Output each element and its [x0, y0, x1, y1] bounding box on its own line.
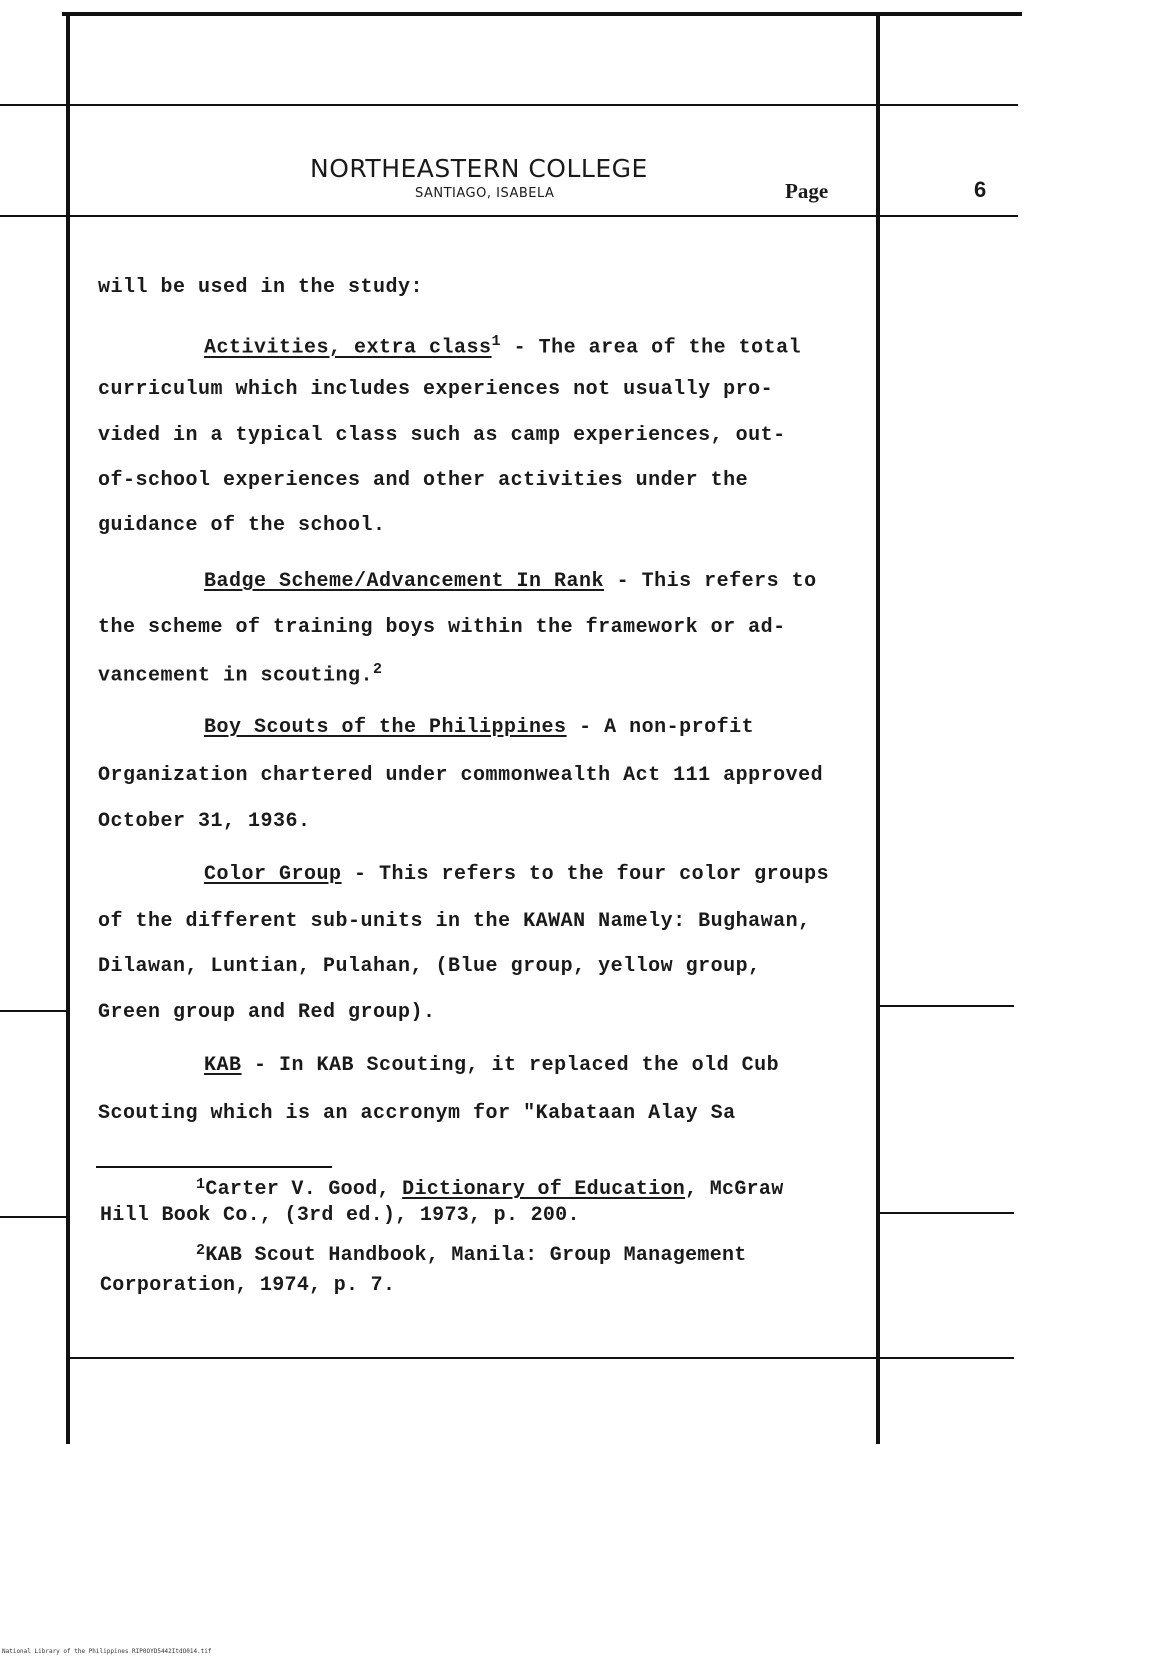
definition-text: - The area of the total [501, 336, 802, 360]
definition-activities-line-4: of-school experiences and other activities under the [98, 469, 749, 492]
header-rule-top [0, 104, 1018, 106]
footnote-author: Carter V. Good, [205, 1178, 403, 1201]
footnote-1-line-2: Hill Book Co., (3rd ed.), 1973, p. 200. [100, 1204, 580, 1227]
institution-name: NORTHEASTERN COLLEGE [310, 154, 648, 183]
definition-text: - In KAB Scouting, it replaced the old Cub [241, 1054, 780, 1077]
page-label: Page [785, 179, 829, 203]
footnote-number-1: 1 [196, 1176, 206, 1193]
definition-kab-line-1 [204, 1054, 779, 1077]
definition-color-group-line-4: Green group and Red group). [98, 1001, 436, 1024]
definition-activities-line-5: guidance of the school. [98, 514, 386, 537]
footnote-margin-tick-left [0, 1216, 66, 1218]
intro-line: will be used in the study: [98, 276, 424, 299]
term-boy-scouts: Boy Scouts of the Philippines [204, 716, 567, 739]
page-number: 6 [974, 177, 987, 202]
footnote-ref-2: 2 [373, 661, 383, 678]
right-margin-line [876, 14, 880, 1444]
definition-activities-line-3: vided in a typical class such as camp experiences, out- [98, 424, 786, 447]
definition-text: - This refers to the four color groups [341, 863, 830, 886]
footnote-book-title: Dictionary of Education [402, 1178, 686, 1201]
term-badge-scheme: Badge Scheme/Advancement In Rank [204, 570, 605, 593]
definition-activities-line-2: curriculum which includes experiences not usually pro- [98, 378, 774, 401]
definition-kab-line-2: Scouting which is an accronym for "Kabataan Alay Sa [98, 1102, 736, 1125]
footnote-ref-1: 1 [491, 333, 502, 350]
definition-badge-line-1 [204, 570, 817, 593]
definition-text: - A non-profit [566, 716, 755, 739]
lower-margin-tick-right [880, 1005, 1014, 1007]
archive-stamp: National Library of the Philippines RIP0OYD5442ItdO014.tif [2, 1648, 212, 1655]
footnote-separator [96, 1166, 332, 1168]
bottom-border-line [70, 1357, 1014, 1359]
footnote-publisher: , McGraw [685, 1178, 784, 1201]
definition-text: vancement in scouting. [98, 664, 374, 688]
definition-activities-line-1 [204, 333, 801, 360]
definition-boy-scouts-line-1 [204, 716, 754, 739]
definition-color-group-line-2: of the different sub-units in the KAWAN Namely: Bughawan, [98, 910, 811, 933]
institution-location: SANTIAGO, ISABELA [415, 186, 555, 201]
footnote-1-line-1 [196, 1176, 784, 1201]
footnote-2-line-1 [196, 1242, 747, 1267]
left-margin-line [66, 14, 70, 1444]
footnote-margin-tick-right [880, 1212, 1014, 1214]
definition-boy-scouts-line-3: October 31, 1936. [98, 810, 311, 833]
footnote-number-2: 2 [196, 1242, 206, 1259]
term-kab: KAB [204, 1054, 242, 1077]
lower-margin-tick-left [0, 1010, 66, 1012]
term-color-group: Color Group [204, 863, 342, 886]
definition-boy-scouts-line-2: Organization chartered under commonwealth Act 111 approved [98, 764, 824, 787]
footnote-citation: KAB Scout Handbook, Manila: Group Management [205, 1244, 747, 1267]
term-activities-extra-class: Activities, extra class [204, 336, 492, 360]
footnote-2-line-2: Corporation, 1974, p. 7. [100, 1274, 396, 1297]
definition-color-group-line-3: Dilawan, Luntian, Pulahan, (Blue group, yellow group, [98, 955, 761, 978]
definition-badge-line-3 [98, 661, 383, 688]
definition-color-group-line-1 [204, 863, 829, 886]
header-rule-bottom [0, 215, 1018, 217]
definition-text: - This refers to [604, 570, 817, 593]
definition-badge-line-2: the scheme of training boys within the framework or ad- [98, 616, 786, 639]
